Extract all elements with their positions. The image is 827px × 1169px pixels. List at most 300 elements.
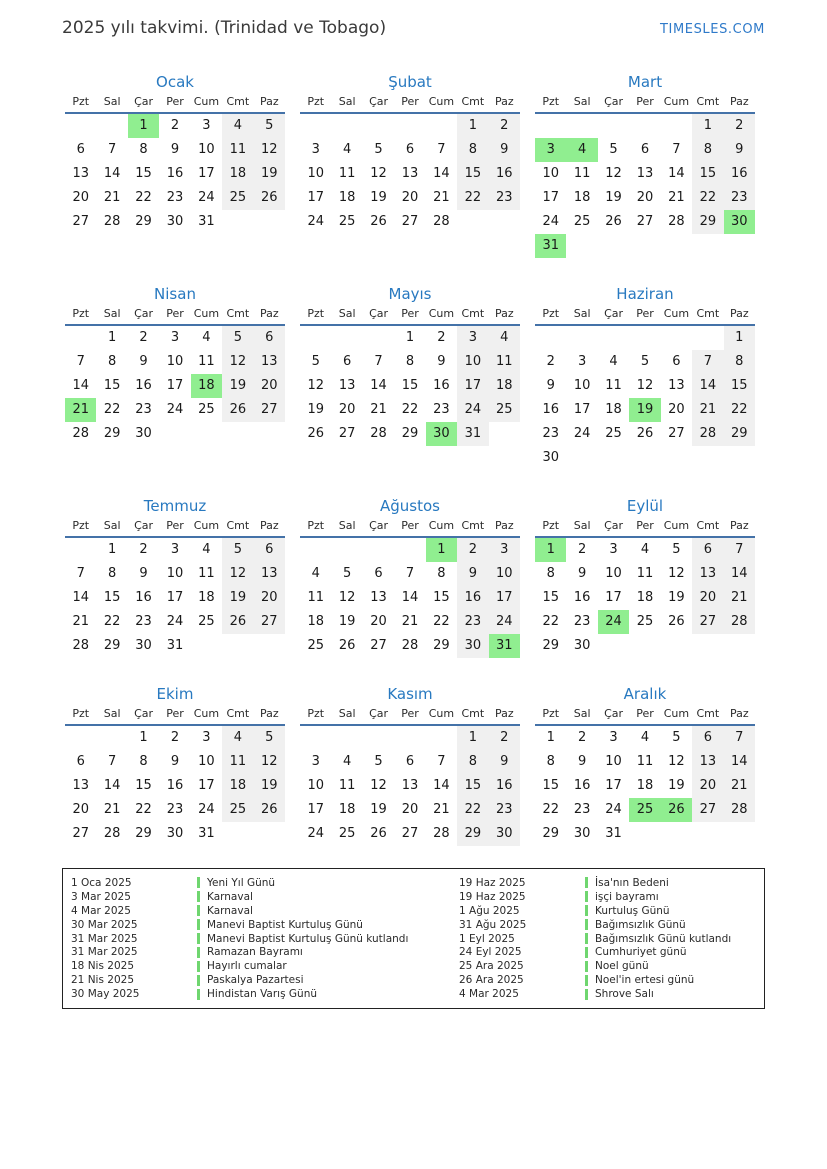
day-cell: 18: [636, 590, 654, 605]
day-cell: 26: [338, 638, 356, 653]
day-cell: 24: [605, 802, 622, 817]
month-title: Nisan: [154, 285, 196, 303]
day-cell: 2: [546, 354, 555, 369]
weekday-header: Cum: [428, 307, 455, 320]
day-cell: 24: [457, 398, 488, 422]
day-cell: 16: [489, 162, 520, 186]
weekday-header: Cmt: [226, 95, 250, 108]
month-title: Ocak: [156, 73, 194, 91]
weekday-header: Çar: [134, 307, 154, 320]
day-cell: 13: [668, 378, 685, 393]
weekday-header: Per: [636, 707, 654, 720]
day-cell: 24: [573, 426, 591, 441]
day-cell: 3: [170, 542, 180, 557]
week-row: [65, 562, 285, 586]
legend-entry: [71, 876, 459, 890]
day-cell: 3: [609, 730, 618, 745]
day-cell: 25: [222, 186, 253, 210]
day-cell: 8: [724, 350, 755, 374]
page-header: [62, 18, 765, 38]
day-cell: 23: [433, 402, 450, 417]
day-cell: 15: [135, 166, 152, 181]
day-cell: 8: [139, 754, 148, 769]
day-cell: 4: [202, 330, 211, 345]
day-cell: 27: [668, 426, 685, 441]
day-cell: 23: [724, 186, 755, 210]
day-cell: 8: [405, 354, 415, 369]
weekday-header-row: [535, 706, 755, 726]
day-cell-empty: [535, 114, 566, 138]
day-cell: 9: [139, 566, 148, 581]
day-cell: 9: [724, 138, 755, 162]
legend-date: 3 Mar 2025: [71, 890, 131, 903]
day-cell: 26: [254, 186, 285, 210]
day-cell: 18: [338, 802, 356, 817]
weekday-header: Pzt: [307, 519, 325, 532]
day-cell-empty: [629, 822, 660, 846]
holiday-tick-icon: [585, 891, 588, 902]
day-cell-empty: [566, 114, 597, 138]
day-cell: 22: [135, 190, 152, 205]
day-cell: 14: [433, 166, 450, 181]
day-cell: 13: [370, 590, 387, 605]
day-cell: 17: [166, 590, 184, 605]
day-cell: 9: [170, 142, 180, 157]
weekday-header: Çar: [369, 707, 389, 720]
legend-holiday-name: Bağımsızlık Günü: [595, 918, 686, 931]
day-cell: 31: [605, 826, 622, 841]
week-row: [300, 634, 520, 658]
day-cell: 28: [724, 610, 755, 634]
day-cell: 18: [489, 374, 520, 398]
day-cell: 21: [72, 614, 89, 629]
week-row: [535, 138, 755, 162]
day-cell: 7: [374, 354, 383, 369]
month-4: [65, 284, 285, 446]
day-cell: 18: [338, 190, 356, 205]
day-cell: 11: [636, 566, 654, 581]
weekday-header: Paz: [494, 95, 514, 108]
day-cell: 17: [307, 802, 324, 817]
weekday-header: Pzt: [72, 519, 90, 532]
day-cell: 2: [577, 542, 587, 557]
day-cell: 7: [724, 726, 755, 750]
day-cell-empty: [661, 234, 692, 258]
week-row: [535, 374, 755, 398]
day-cell: 21: [103, 802, 121, 817]
day-cell: 4: [640, 730, 650, 745]
day-cell: 3: [609, 542, 618, 557]
legend-date: 19 Haz 2025: [459, 876, 526, 889]
day-cell-empty: [426, 114, 457, 138]
day-cell: 5: [609, 142, 618, 157]
day-cell-empty: [457, 210, 488, 234]
day-cell-empty: [661, 822, 692, 846]
day-cell: 28: [401, 638, 419, 653]
week-row: [535, 726, 755, 750]
weekday-header: Per: [636, 95, 654, 108]
week-row: [535, 114, 755, 138]
day-cell-empty: [254, 422, 285, 446]
day-cell-empty: [692, 446, 723, 470]
legend-entry: [459, 932, 756, 946]
legend-holiday-name: Bağımsızlık Günü kutlandı: [595, 932, 732, 945]
week-row: [65, 726, 285, 750]
holiday-tick-icon: [585, 905, 588, 916]
day-cell: 29: [433, 638, 450, 653]
month-11: [300, 684, 520, 846]
day-cell: 16: [433, 378, 450, 393]
legend-entry: [459, 904, 756, 918]
week-row: [535, 326, 755, 350]
weekday-header: Çar: [369, 95, 389, 108]
day-cell: 26: [254, 798, 285, 822]
weekday-header: Cmt: [696, 707, 720, 720]
day-cell: 6: [254, 326, 285, 350]
day-cell: 15: [457, 774, 488, 798]
day-cell-empty: [489, 210, 520, 234]
day-cell: 11: [198, 354, 215, 369]
weekday-header: Çar: [134, 519, 154, 532]
weekday-header: Paz: [729, 519, 749, 532]
week-row: [535, 562, 755, 586]
day-cell: 9: [577, 754, 587, 769]
day-cell: 30: [573, 638, 591, 653]
day-cell: 23: [542, 426, 559, 441]
day-cell: 2: [170, 730, 180, 745]
month-title: Temmuz: [143, 497, 207, 515]
weekday-header: Per: [401, 95, 419, 108]
day-cell: 6: [692, 538, 723, 562]
day-cell-empty: [96, 726, 127, 750]
day-cell-empty: [566, 234, 597, 258]
day-cell: 22: [135, 802, 152, 817]
weekday-header-row: [300, 706, 520, 726]
week-row: [300, 538, 520, 562]
day-cell: 8: [457, 750, 488, 774]
site-link[interactable]: TIMESLES.COM: [659, 22, 765, 37]
day-cell-empty: [331, 326, 362, 350]
holiday-tick-icon: [197, 877, 200, 888]
day-cell-empty: [692, 634, 723, 658]
day-cell: 7: [107, 142, 117, 157]
weekday-header: Cum: [663, 95, 690, 108]
day-cell-empty: [598, 446, 629, 470]
day-cell: 3: [457, 326, 488, 350]
day-cell: 20: [692, 774, 723, 798]
day-cell: 31: [166, 638, 184, 653]
day-cell: 4: [222, 726, 253, 750]
day-cell-empty: [692, 326, 723, 350]
week-row: [65, 138, 285, 162]
day-cell: 19: [222, 374, 253, 398]
holiday-tick-icon: [585, 933, 588, 944]
day-cell: 23: [166, 802, 184, 817]
day-cell: 25: [338, 214, 356, 229]
week-row: [65, 822, 285, 846]
day-cell: 7: [692, 350, 723, 374]
day-cell: 19: [668, 778, 685, 793]
months-grid: [65, 72, 755, 846]
weekday-header-row: [535, 306, 755, 326]
day-cell: 28: [72, 426, 89, 441]
day-cell-empty: [96, 114, 127, 138]
day-cell: 19: [370, 190, 387, 205]
weekday-header: Paz: [729, 95, 749, 108]
day-cell: 12: [668, 566, 685, 581]
day-cell: 3: [311, 142, 320, 157]
legend-date: 30 May 2025: [71, 988, 140, 1001]
day-cell: 15: [135, 778, 152, 793]
day-cell: 24: [307, 214, 324, 229]
day-cell-empty: [222, 822, 253, 846]
holiday-tick-icon: [197, 919, 200, 930]
day-cell: 17: [573, 402, 591, 417]
week-row: [300, 210, 520, 234]
weekday-header: Cmt: [226, 707, 250, 720]
weekday-header: Sal: [573, 707, 591, 720]
weekday-header-row: [65, 94, 285, 114]
day-cell: 11: [307, 590, 324, 605]
weekday-header: Paz: [494, 707, 514, 720]
day-cell: 27: [338, 426, 356, 441]
day-cell: 21: [65, 398, 96, 422]
weekday-header-row: [65, 518, 285, 538]
day-cell: 23: [573, 802, 591, 817]
day-cell: 13: [692, 562, 723, 586]
day-cell-empty: [692, 822, 723, 846]
day-cell: 5: [374, 754, 383, 769]
weekday-header: Per: [166, 307, 184, 320]
day-cell: 14: [103, 166, 121, 181]
legend-date: 21 Nis 2025: [71, 974, 134, 987]
month-6: [535, 284, 755, 470]
day-cell-empty: [661, 446, 692, 470]
day-cell: 19: [629, 398, 660, 422]
day-cell: 21: [692, 398, 723, 422]
day-cell: 1: [107, 542, 117, 557]
day-cell: 23: [135, 614, 152, 629]
month-7: [65, 496, 285, 658]
weekday-header: Per: [636, 307, 654, 320]
weekday-header: Paz: [494, 519, 514, 532]
weekday-header: Sal: [573, 307, 591, 320]
weekday-header: Paz: [259, 307, 279, 320]
week-row: [535, 162, 755, 186]
legend-holiday-name: İsa'nın Bedeni: [595, 876, 669, 889]
month-10: [65, 684, 285, 846]
day-cell: 25: [573, 214, 591, 229]
day-cell: 20: [254, 586, 285, 610]
day-cell: 29: [457, 822, 488, 846]
legend-date: 31 Mar 2025: [71, 946, 138, 959]
day-cell-empty: [598, 234, 629, 258]
day-cell: 14: [72, 590, 89, 605]
weekday-header: Çar: [134, 707, 154, 720]
week-row: [65, 538, 285, 562]
weekday-header: Cum: [663, 307, 690, 320]
day-cell: 21: [724, 586, 755, 610]
day-cell: 22: [457, 186, 488, 210]
week-row: [65, 162, 285, 186]
day-cell: 2: [457, 538, 488, 562]
day-cell: 3: [535, 138, 566, 162]
day-cell-empty: [331, 726, 362, 750]
weekday-header: Per: [166, 95, 184, 108]
page-title: 2025 yılı takvimi. (Trinidad ve Tobago): [62, 18, 387, 38]
day-cell-empty: [598, 634, 629, 658]
day-cell: 15: [103, 590, 121, 605]
legend-entry: [71, 890, 459, 904]
day-cell: 27: [72, 826, 89, 841]
day-cell: 21: [401, 614, 419, 629]
day-cell: 4: [489, 326, 520, 350]
day-cell: 25: [198, 614, 215, 629]
day-cell: 5: [254, 726, 285, 750]
day-cell-empty: [331, 538, 362, 562]
day-cell: 13: [692, 750, 723, 774]
weekday-header: Cmt: [696, 95, 720, 108]
month-1: [65, 72, 285, 234]
day-cell: 10: [457, 350, 488, 374]
day-cell: 11: [222, 750, 253, 774]
month-2: [300, 72, 520, 234]
week-row: [300, 398, 520, 422]
week-row: [300, 186, 520, 210]
day-cell: 9: [139, 354, 148, 369]
day-cell: 4: [222, 114, 253, 138]
legend-holiday-name: Manevi Baptist Kurtuluş Günü kutlandı: [207, 932, 409, 945]
day-cell: 24: [489, 610, 520, 634]
day-cell: 1: [724, 326, 755, 350]
day-cell: 1: [535, 538, 566, 562]
day-cell: 8: [546, 566, 555, 581]
day-cell: 28: [103, 214, 121, 229]
legend-holiday-name: Noel günü: [595, 960, 649, 973]
legend-holiday-name: Kurtuluş Günü: [595, 904, 670, 917]
week-row: [535, 446, 755, 470]
day-cell: 12: [370, 166, 387, 181]
weekday-header: Cmt: [461, 307, 485, 320]
legend-date: 26 Ara 2025: [459, 974, 524, 987]
day-cell: 14: [103, 778, 121, 793]
week-row: [535, 422, 755, 446]
day-cell: 18: [307, 614, 324, 629]
day-cell: 22: [542, 614, 559, 629]
day-cell: 1: [139, 730, 148, 745]
day-cell: 26: [661, 798, 692, 822]
day-cell: 11: [338, 166, 356, 181]
day-cell: 16: [135, 590, 152, 605]
holiday-tick-icon: [585, 877, 588, 888]
day-cell: 2: [170, 118, 180, 133]
weekday-header: Sal: [338, 519, 356, 532]
day-cell: 4: [202, 542, 211, 557]
week-row: [300, 114, 520, 138]
day-cell: 12: [254, 138, 285, 162]
day-cell: 31: [198, 214, 215, 229]
legend-entry: [459, 987, 756, 1001]
day-cell: 25: [198, 402, 215, 417]
weekday-header: Paz: [259, 95, 279, 108]
day-cell-empty: [394, 726, 425, 750]
day-cell-empty: [535, 326, 566, 350]
day-cell: 20: [401, 190, 419, 205]
day-cell: 27: [692, 798, 723, 822]
week-row: [535, 538, 755, 562]
day-cell: 15: [457, 162, 488, 186]
holiday-tick-icon: [585, 989, 588, 1000]
day-cell: 12: [254, 750, 285, 774]
day-cell: 23: [135, 402, 152, 417]
day-cell: 28: [72, 638, 89, 653]
day-cell: 26: [370, 826, 387, 841]
day-cell-empty: [65, 114, 96, 138]
holiday-tick-icon: [197, 947, 200, 958]
day-cell: 30: [135, 426, 152, 441]
weekday-header: Cmt: [461, 707, 485, 720]
day-cell: 14: [668, 166, 685, 181]
day-cell: 8: [437, 566, 446, 581]
day-cell-empty: [191, 634, 222, 658]
day-cell: 13: [72, 166, 89, 181]
holiday-tick-icon: [585, 947, 588, 958]
week-row: [300, 162, 520, 186]
day-cell: 8: [139, 142, 148, 157]
day-cell-empty: [254, 822, 285, 846]
weekday-header: Pzt: [307, 307, 325, 320]
day-cell: 29: [103, 426, 121, 441]
day-cell: 15: [692, 162, 723, 186]
day-cell: 15: [401, 378, 419, 393]
day-cell: 14: [692, 374, 723, 398]
day-cell: 29: [135, 826, 152, 841]
day-cell-empty: [724, 634, 755, 658]
day-cell: 5: [254, 114, 285, 138]
weekday-header: Paz: [494, 307, 514, 320]
day-cell: 22: [692, 186, 723, 210]
day-cell: 7: [76, 566, 85, 581]
weekday-header: Çar: [604, 95, 624, 108]
legend-entry: [71, 918, 459, 932]
day-cell: 28: [433, 214, 450, 229]
day-cell: 13: [636, 166, 654, 181]
day-cell: 23: [166, 190, 184, 205]
day-cell: 18: [222, 162, 253, 186]
day-cell: 10: [307, 778, 324, 793]
day-cell: 28: [103, 826, 121, 841]
day-cell: 10: [166, 354, 184, 369]
weekday-header: Cum: [428, 519, 455, 532]
day-cell: 12: [668, 754, 685, 769]
week-row: [65, 798, 285, 822]
day-cell: 18: [636, 778, 654, 793]
weekday-header: Pzt: [542, 307, 560, 320]
day-cell: 11: [573, 166, 591, 181]
legend-entry: [71, 904, 459, 918]
day-cell: 17: [307, 190, 324, 205]
day-cell: 22: [103, 402, 121, 417]
day-cell-empty: [331, 114, 362, 138]
legend-column-1: [71, 876, 459, 1001]
month-title: Aralık: [623, 685, 667, 703]
week-row: [65, 350, 285, 374]
day-cell: 13: [401, 166, 419, 181]
day-cell: 26: [605, 214, 622, 229]
weekday-header: Çar: [369, 519, 389, 532]
weekday-header: Pzt: [542, 95, 560, 108]
day-cell-empty: [629, 326, 660, 350]
